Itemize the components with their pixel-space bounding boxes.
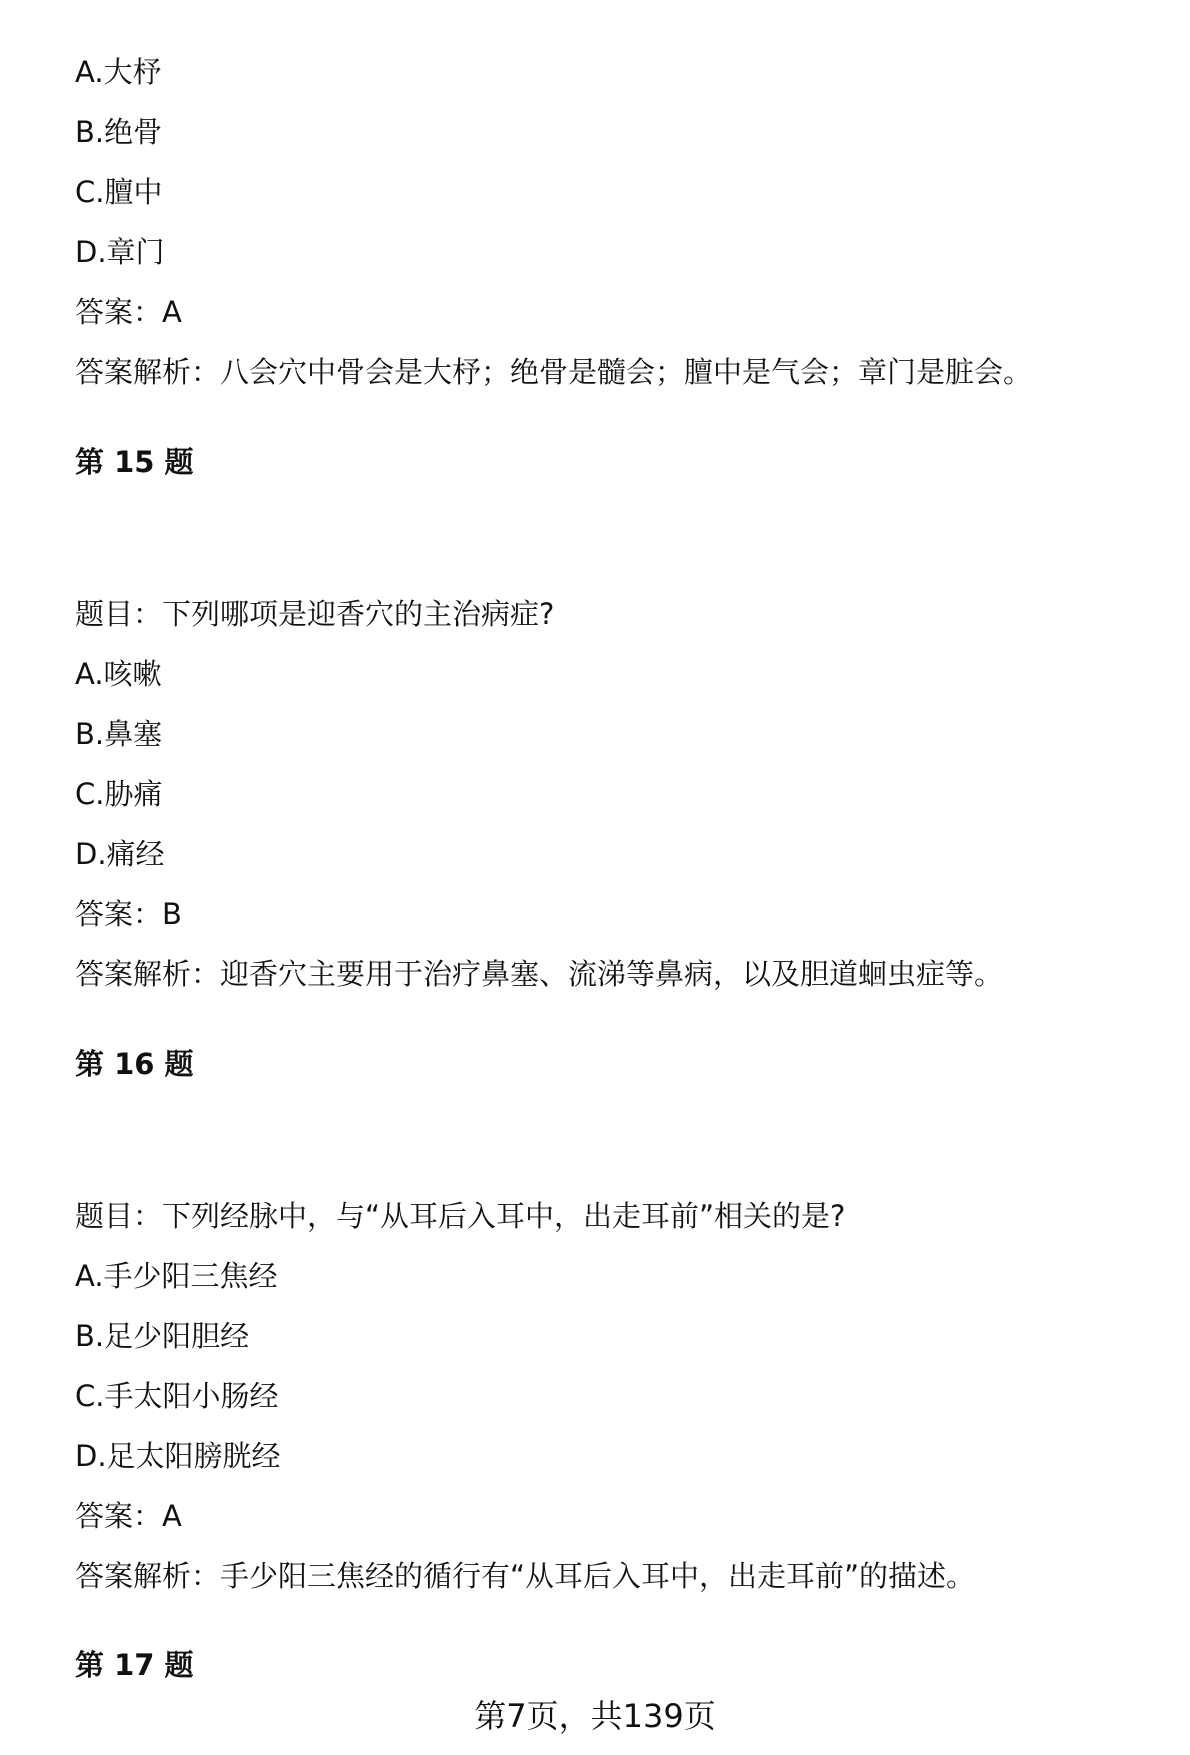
option-d: D.痛经 — [75, 837, 165, 871]
question-heading: 第 17 题 — [75, 1648, 194, 1682]
answer: 答案：A — [75, 295, 182, 329]
option-b: B.鼻塞 — [75, 717, 163, 751]
option-c: C.手太阳小肠经 — [75, 1379, 279, 1413]
option-d: D.足太阳膀胱经 — [75, 1439, 281, 1473]
option-a: A.咳嗽 — [75, 657, 162, 691]
option-a: A.大杼 — [75, 55, 162, 89]
answer: 答案：A — [75, 1499, 182, 1533]
answer-explanation: 答案解析：手少阳三焦经的循行有“从耳后入耳中，出走耳前”的描述。 — [75, 1559, 976, 1593]
question-stem: 题目：下列经脉中，与“从耳后入耳中，出走耳前”相关的是? — [75, 1199, 846, 1233]
option-b: B.足少阳胆经 — [75, 1319, 250, 1353]
option-d: D.章门 — [75, 235, 165, 269]
option-b: B.绝骨 — [75, 115, 163, 149]
option-c: C.胁痛 — [75, 777, 163, 811]
question-heading: 第 15 题 — [75, 445, 194, 479]
question-stem: 题目：下列哪项是迎香穴的主治病症? — [75, 597, 555, 631]
answer: 答案：B — [75, 897, 182, 931]
page-number: 第7页，共139页 — [474, 1697, 716, 1735]
question-heading: 第 16 题 — [75, 1047, 194, 1081]
answer-explanation: 答案解析：迎香穴主要用于治疗鼻塞、流涕等鼻病，以及胆道蛔虫症等。 — [75, 957, 1004, 991]
answer-explanation: 答案解析：八会穴中骨会是大杼；绝骨是髓会；膻中是气会；章门是脏会。 — [75, 355, 1033, 389]
option-c: C.膻中 — [75, 175, 163, 209]
option-a: A.手少阳三焦经 — [75, 1259, 278, 1293]
